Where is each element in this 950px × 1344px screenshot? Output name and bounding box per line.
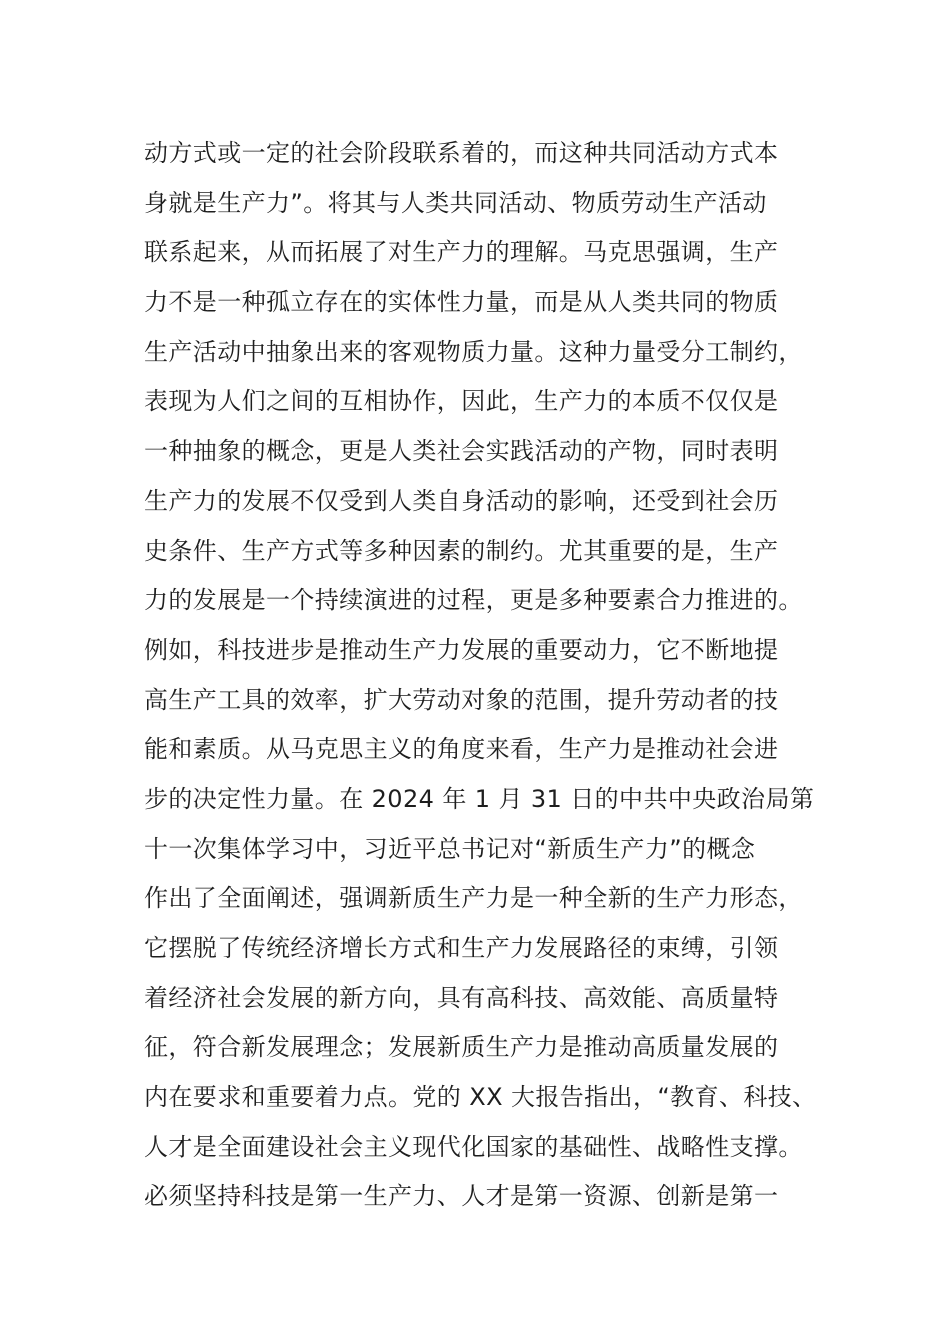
text-line: 内在要求和重要着力点。党的 XX 大报告指出，“教育、科技、 xyxy=(144,1083,817,1112)
text-line: 一种抽象的概念，更是人类社会实践活动的产物，同时表明 xyxy=(144,437,779,466)
text-line: 人才是全面建设社会主义现代化国家的基础性、战略性支撑。 xyxy=(144,1132,803,1161)
text-line: 征，符合新发展理念；发展新质生产力是推动高质量发展的 xyxy=(144,1033,779,1062)
text-line: 例如，科技进步是推动生产力发展的重要动力，它不断地提 xyxy=(144,635,779,664)
text-line: 动方式或一定的社会阶段联系着的，而这种共同活动方式本 xyxy=(144,139,779,167)
text-line: 身就是生产力”。将其与人类共同活动、物质劳动生产活动 xyxy=(144,188,767,217)
body-text xyxy=(144,129,834,1222)
text-line: 联系起来，从而拓展了对生产力的理解。马克思强调，生产 xyxy=(144,238,779,267)
text-line: 它摆脱了传统经济增长方式和生产力发展路径的束缚，引领 xyxy=(144,934,779,962)
text-line: 作出了全面阐述，强调新质生产力是一种全新的生产力形态， xyxy=(144,884,803,913)
text-line: 着经济社会发展的新方向，具有高科技、高效能、高质量特 xyxy=(144,983,779,1012)
text-line: 必须坚持科技是第一生产力、人才是第一资源、创新是第一 xyxy=(144,1182,779,1211)
text-line: 史条件、生产方式等多种因素的制约。尤其重要的是，生产 xyxy=(144,536,779,565)
text-line: 力的发展是一个持续演进的过程，更是多种要素合力推进的。 xyxy=(144,586,803,615)
text-line: 十一次集体学习中，习近平总书记对“新质生产力”的概念 xyxy=(144,834,756,863)
text-line: 能和素质。从马克思主义的角度来看，生产力是推动社会进 xyxy=(144,735,779,764)
text-line: 表现为人们之间的互相协作，因此，生产力的本质不仅仅是 xyxy=(144,387,779,416)
text-line: 高生产工具的效率，扩大劳动对象的范围，提升劳动者的技 xyxy=(144,685,779,714)
text-line: 力不是一种孤立存在的实体性力量，而是从人类共同的物质 xyxy=(144,288,779,317)
text-line: 生产力的发展不仅受到人类自身活动的影响，还受到社会历 xyxy=(144,486,779,515)
text-line: 生产活动中抽象出来的客观物质力量。这种力量受分工制约， xyxy=(144,337,803,366)
text-line: 步的决定性力量。在 2024 年 1 月 31 日的中共中央政治局第 xyxy=(144,784,815,813)
